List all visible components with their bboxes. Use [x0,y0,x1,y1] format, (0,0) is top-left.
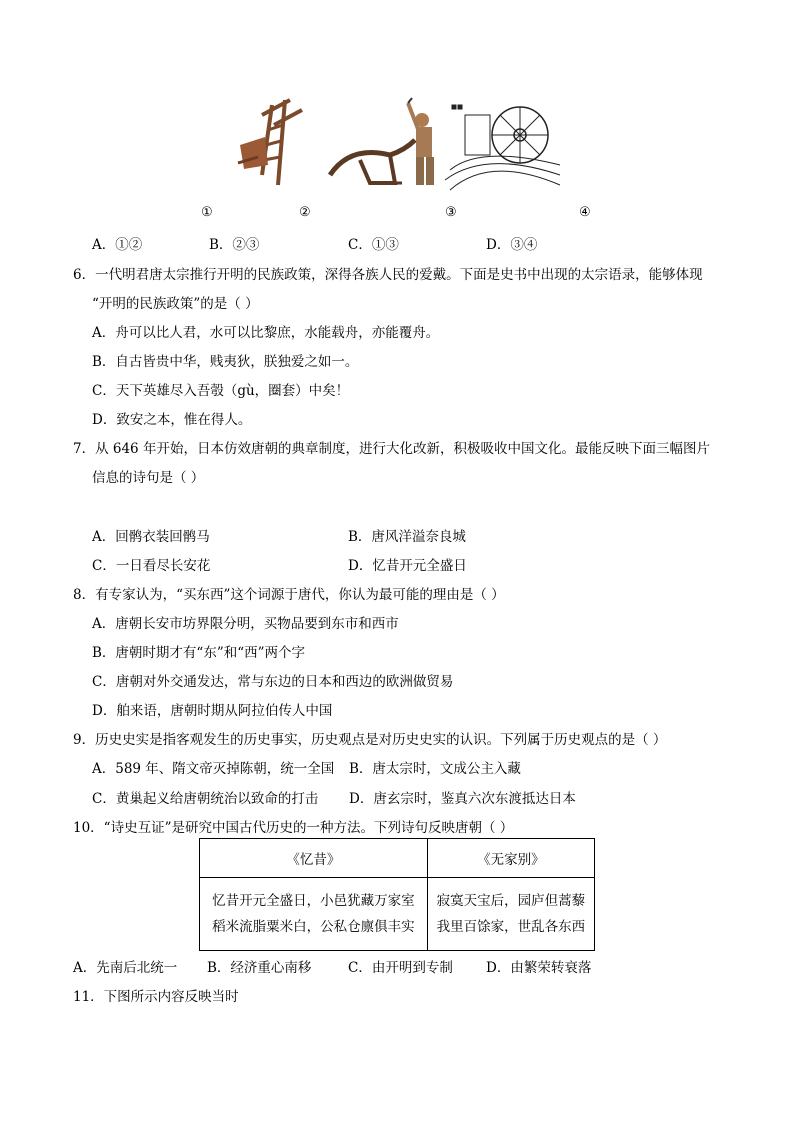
q9-stem: 9．历史史实是指客观发生的历史事实，历史观点是对历史史实的认识。下列属于历史观点的是（ ） [73,732,667,748]
q11-stem: 11．下图所示内容反映当时 [73,989,239,1005]
poem-table-header-row [200,839,595,878]
q8-option-c[interactable]: C．唐朝对外交通发达，常与东边的日本和西边的欧洲做贸易 [92,674,454,690]
poem-cell-1 [200,878,428,951]
image-label-4: ④ [579,205,591,220]
plough-image [238,100,302,185]
q10-option-c[interactable]: C．由开明到专制 [348,960,453,976]
farming-tools-illustration [230,95,570,195]
q5-option-c[interactable]: C．①③ [348,237,399,253]
poem-header-2: 《无家别》 [427,839,594,878]
q7-option-c[interactable]: C．一日看尽长安花 [92,558,211,574]
q7-stem-line1: 7．从 646 年开始，日本仿效唐朝的典章制度，进行大化改新，积极吸收中国文化。最能反映下面三幅图片 [73,441,710,457]
poem-header-1: 《忆昔》 [200,839,428,878]
curved-plough-image [330,140,415,183]
poem-cell-2 [427,878,594,951]
q5-option-b[interactable]: B．②③ [209,237,260,253]
q5-option-d[interactable]: D．③④ [486,237,538,253]
q7-option-b[interactable]: B．唐风洋溢奈良城 [348,529,466,545]
poem-table-body-row [200,878,595,951]
q6-stem-line1: 6．一代明君唐太宗推行开明的民族政策，深得各族人民的爱戴。下面是史书中出现的太宗语录，能够体现 [73,267,703,283]
poem-1-line-2: 稻米流脂粟米白，公私仓廪俱丰实 [212,919,415,935]
q5-option-a[interactable]: A．①② [92,237,143,253]
q10-option-b[interactable]: B．经济重心南移 [207,960,312,976]
q6-option-c[interactable]: C．天下英雄尽入吾彀（gù，圈套）中矣！ [92,383,350,399]
q10-option-d[interactable]: D．由繁荣转衰落 [486,960,592,976]
image-labels [0,205,794,223]
q9-option-c[interactable]: C．黄巢起义给唐朝统治以致命的打击 [92,791,319,807]
q8-stem: 8．有专家认为，“买东西”这个词源于唐代，你认为最可能的理由是（ ） [73,587,505,603]
image-label-3: ③ [445,205,457,220]
q9-option-b[interactable]: B．唐太宗时，文成公主入藏 [349,761,521,777]
q6-option-a[interactable]: A．舟可以比人君，水可以比黎庶，水能载舟，亦能覆舟。 [92,325,440,341]
q10-option-a[interactable]: A．先南后北统一 [73,960,178,976]
q8-option-a[interactable]: A．唐朝长安市坊界限分明，买物品要到东市和西市 [92,616,399,632]
poem-2-line-2: 我里百馀家，世乱各东西 [436,919,586,935]
q10-stem: 10．“诗史互证”是研究中国古代历史的一种方法。下列诗句反映唐朝（ ） [73,820,514,836]
q7-option-d[interactable]: D．忆昔开元全盛日 [348,558,467,574]
q8-option-b[interactable]: B．唐朝时期才有“东”和“西”两个字 [92,645,306,661]
poem-2-line-1: 寂寞天宝后，园庐但蒿藜 [436,893,586,909]
tools-svg [230,95,570,195]
water-wheel-image [445,105,560,190]
q9-option-a[interactable]: A．589 年、隋文帝灭掉陈朝，统一全国 [92,761,335,777]
q6-option-b[interactable]: B．自古皆贵中华，贱夷狄，朕独爱之如一。 [92,354,359,370]
poem-table [199,838,595,951]
q7-option-a[interactable]: A．回鹘衣装回鹘马 [92,529,210,545]
poem-1-line-1: 忆昔开元全盛日，小邑犹藏万家室 [212,893,415,909]
q9-option-d[interactable]: D．唐玄宗时，鉴真六次东渡抵达日本 [349,791,576,807]
q6-stem-line2: “开明的民族政策”的是（ ） [92,296,259,312]
q7-stem-line2: 信息的诗句是（ ） [92,470,205,486]
q8-option-d[interactable]: D．舶来语，唐朝时期从阿拉伯传人中国 [92,703,333,719]
q6-option-d[interactable]: D．致安之本，惟在得人。 [92,412,252,428]
image-label-1: ① [201,205,213,220]
image-label-2: ② [299,205,311,220]
